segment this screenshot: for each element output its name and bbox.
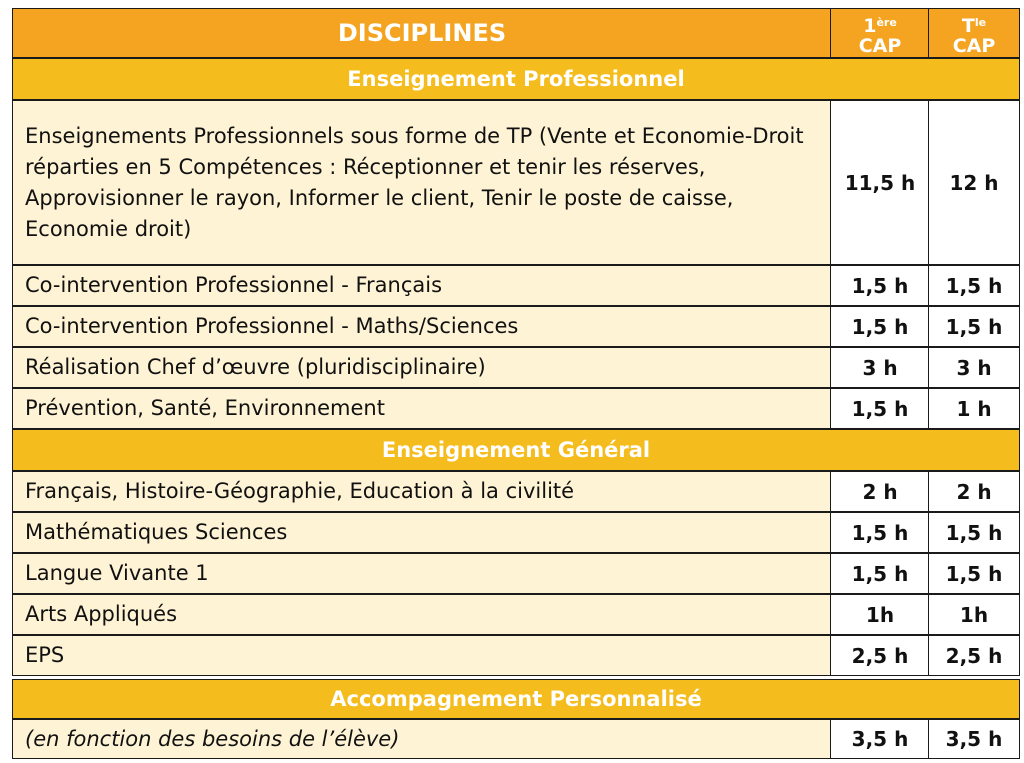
terminale-header-line — [962, 16, 986, 36]
terminale-hours: 1 h — [928, 388, 1020, 429]
table-row — [12, 471, 1020, 512]
terminale-hours: 3 h — [928, 347, 1020, 388]
section-row — [12, 429, 1020, 471]
terminale-superscript: le — [974, 16, 987, 29]
table-row — [12, 265, 1020, 306]
discipline-label: Français, Histoire-Géographie, Education à la civilité — [12, 471, 832, 512]
section-title: Accompagnement Personnalisé — [12, 679, 1020, 719]
section-title: Enseignement Général — [12, 429, 1020, 471]
discipline-label: Co-intervention Professionnel - Français — [12, 265, 832, 306]
discipline-label: EPS — [12, 635, 832, 676]
section-row — [12, 58, 1020, 100]
first-year-hours: 1,5 h — [830, 388, 930, 429]
disciplines-header-text: DISCIPLINES — [337, 19, 507, 47]
first-year-hours: 1,5 h — [830, 265, 930, 306]
first-year-cap-label: CAP — [858, 35, 902, 57]
table-row — [12, 635, 1020, 676]
first-year-hours: 2 h — [830, 471, 930, 512]
discipline-label: Réalisation Chef d’œuvre (pluridisciplinaire) — [12, 347, 832, 388]
section-title: Enseignement Professionnel — [12, 58, 1020, 100]
first-year-hours: 2,5 h — [830, 635, 930, 676]
section-row — [12, 679, 1020, 719]
terminale-hours: 1,5 h — [928, 306, 1020, 347]
table-header-row — [12, 8, 1020, 58]
terminale-cap-header — [928, 8, 1020, 58]
discipline-label: Langue Vivante 1 — [12, 553, 832, 594]
terminale-hours: 1,5 h — [928, 553, 1020, 594]
terminale-letter: T — [961, 15, 975, 37]
discipline-label: Arts Appliqués — [12, 594, 832, 635]
table-row — [12, 594, 1020, 635]
discipline-label: Prévention, Santé, Environnement — [12, 388, 832, 429]
first-year-hours: 1h — [830, 594, 930, 635]
first-year-cap-header — [830, 8, 930, 58]
table-row — [12, 388, 1020, 429]
first-year-hours: 1,5 h — [830, 512, 930, 553]
first-year-header-line — [863, 16, 897, 36]
discipline-label: (en fonction des besoins de l’élève) — [12, 719, 832, 759]
first-year-number: 1 — [863, 15, 877, 37]
table-row — [12, 100, 1020, 265]
first-year-hours: 1,5 h — [830, 306, 930, 347]
terminale-hours: 1h — [928, 594, 1020, 635]
table-row — [12, 512, 1020, 553]
terminale-hours: 2 h — [928, 471, 1020, 512]
table-row — [12, 719, 1020, 759]
disciplines-header — [12, 8, 832, 58]
discipline-label: Mathématiques Sciences — [12, 512, 832, 553]
first-year-hours: 11,5 h — [830, 100, 930, 265]
first-year-hours: 3 h — [830, 347, 930, 388]
terminale-hours: 1,5 h — [928, 265, 1020, 306]
terminale-hours: 12 h — [928, 100, 1020, 265]
table-row — [12, 306, 1020, 347]
terminale-hours: 3,5 h — [928, 719, 1020, 759]
table-row — [12, 347, 1020, 388]
table-row — [12, 553, 1020, 594]
first-year-hours: 1,5 h — [830, 553, 930, 594]
discipline-label: Co-intervention Professionnel - Maths/Sciences — [12, 306, 832, 347]
first-year-superscript: ère — [876, 16, 897, 29]
discipline-label: Enseignements Professionnels sous forme de TP (Vente et Economie-Droit réparties en 5 Compétences : Réceptionner et tenir les réserves, Approvisionner le rayon, Informer le client, Tenir le poste de caisse, Economie droit) — [12, 100, 832, 265]
terminale-cap-label: CAP — [952, 35, 996, 57]
terminale-hours: 1,5 h — [928, 512, 1020, 553]
terminale-hours: 2,5 h — [928, 635, 1020, 676]
first-year-hours: 3,5 h — [830, 719, 930, 759]
